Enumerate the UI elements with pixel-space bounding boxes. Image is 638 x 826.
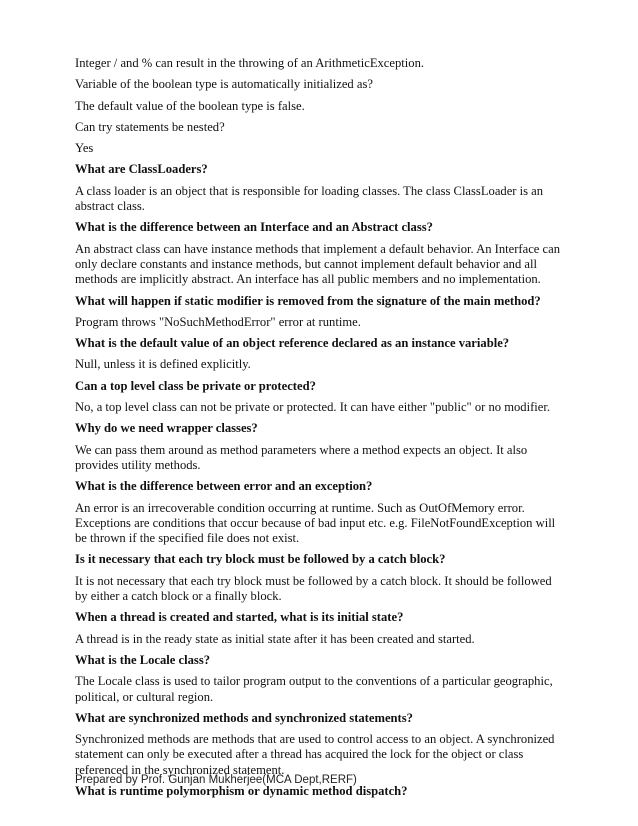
question-heading: Can a top level class be private or protected? [75, 378, 316, 393]
question-heading: Why do we need wrapper classes? [75, 421, 258, 436]
answer-paragraph: No, a top level class can not be private or protected. It can have either "public" or no modifier. [75, 400, 551, 415]
answer-paragraph: Program throws "NoSuchMethodError" error at runtime. [75, 314, 361, 329]
question-heading: What is the difference between an Interface and an Abstract class? [75, 220, 433, 235]
question-heading: What will happen if static modifier is removed from the signature of the main method? [75, 293, 541, 308]
answer-paragraph: An abstract class can have instance methods that implement a default behavior. An Interface can only declare constants and instance methods, but cannot implement default behavior and all methods are implicitly abstract. An interface has all public members and no implementation. [75, 241, 561, 287]
answer-paragraph: A thread is in the ready state as initial state after it has been created and started. [75, 631, 475, 646]
question-heading: What is the default value of an object reference declared as an instance variable? [75, 336, 510, 351]
page-footer: Prepared by Prof. Gunjan Mukherjee(MCA Dept,RERF) [75, 774, 357, 786]
answer-paragraph: Null, unless it is defined explicitly. [75, 357, 251, 372]
question-heading: What are ClassLoaders? [75, 162, 208, 177]
answer-paragraph: An error is an irrecoverable condition occurring at runtime. Such as OutOfMemory error. Exceptions are conditions that occur because of bad input etc. e.g. FileNotFoundException will be thrown if the specified file does not exist. [75, 500, 556, 546]
answer-paragraph: It is not necessary that each try block must be followed by a catch block. It should be followed by either a catch block or a finally block. [75, 573, 552, 604]
document-body [75, 56, 563, 805]
answer-paragraph: We can pass them around as method parameters where a method expects an object. It also provides utility methods. [75, 442, 528, 472]
answer-paragraph: A class loader is an object that is responsible for loading classes. The class ClassLoader is an abstract class. [75, 183, 544, 214]
body-paragraph: Integer / and % can result in the throwing of an ArithmeticException. [75, 56, 425, 70]
question-heading: What is the difference between error and an exception? [75, 479, 373, 494]
question-heading: What is the Locale class? [75, 652, 211, 667]
body-paragraph: Variable of the boolean type is automatically initialized as? [75, 77, 373, 92]
question-heading: Is it necessary that each try block must be followed by a catch block? [75, 552, 446, 567]
body-paragraph: Yes [75, 141, 94, 156]
question-heading: What are synchronized methods and synchronized statements? [75, 710, 413, 725]
question-heading: When a thread is created and started, what is its initial state? [75, 610, 404, 625]
answer-paragraph: Synchronized methods are methods that are used to control access to an object. A synchronized statement can only be executed after a thread has acquired the lock for the object or class referenced in the synchronized statement. [75, 732, 555, 777]
body-paragraph: Can try statements be nested? [75, 119, 225, 134]
answer-paragraph: The Locale class is used to tailor program output to the conventions of a particular geographic, political, or cultural region. [75, 674, 553, 704]
question-heading: What is runtime polymorphism or dynamic method dispatch? [75, 783, 408, 798]
body-paragraph: The default value of the boolean type is false. [75, 98, 305, 113]
